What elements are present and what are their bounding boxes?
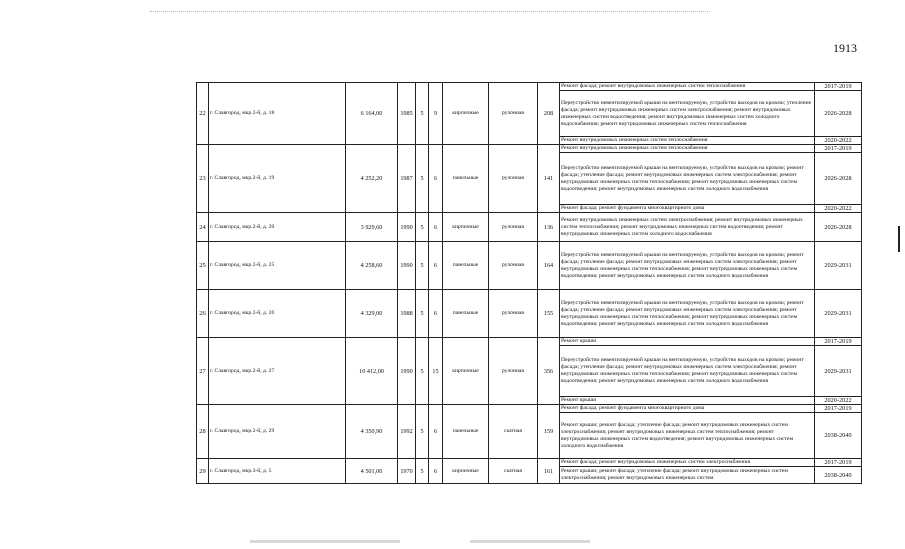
row-wall-material: кирпичные <box>443 83 489 145</box>
row-address: г. Славгород, мкр.2-й, д. 18 <box>209 83 346 145</box>
row-address: г. Славгород, мкр.2-й, д. 26 <box>209 290 346 338</box>
work-description: Ремонт крыши <box>560 338 815 346</box>
row-roof-type: рулонная <box>489 213 538 242</box>
scan-artifact-bottom <box>470 540 590 543</box>
row-address: г. Славгород, мкр.2-й, д. 19 <box>209 145 346 213</box>
work-period: 2026-2028 <box>815 153 862 205</box>
row-entrances: 6 <box>429 459 443 484</box>
row-number: 22 <box>197 83 209 145</box>
row-entrances: 6 <box>429 145 443 213</box>
row-residents: 208 <box>538 83 560 145</box>
row-residents: 356 <box>538 338 560 405</box>
work-description: Переустройство невентилируемой крыши на вентилируемую, устройство выходов на кровлю; ремонт фасада; утепление фасада; ремонт внутридомовых инженерных систем электроснабжения; ремонт внутридомовых инженерных систем теплоснабжения; ремонт внутридомовых инженерных систем водоотведения; ремонт внутридомовых инженерных систем холодного водоснабжения <box>560 153 815 205</box>
row-floors: 5 <box>416 338 429 405</box>
work-period: 2017-2019 <box>815 145 862 153</box>
work-period: 2029-2031 <box>815 290 862 338</box>
work-description: Переустройство невентилируемой крыши на вентилируемую, устройство выходов на кровлю; ремонт фасада; утепление фасада; ремонт внутридомовых инженерных систем электроснабжения; ремонт внутридомовых инженерных систем теплоснабжения; ремонт внутридомовых инженерных систем водоотведения; ремонт внутридомовых инженерных систем холодного водоснабжения <box>560 290 815 338</box>
row-number: 25 <box>197 242 209 290</box>
work-description: Ремонт внутридомовых инженерных систем теплоснабжения <box>560 145 815 153</box>
row-year: 1990 <box>398 242 416 290</box>
row-roof-type: рулонная <box>489 83 538 145</box>
work-description: Переустройство невентилируемой крыши на вентилируемую, устройство выходов на кровлю; утепление фасада; ремонт внутридомовых инженерных систем электроснабжения; ремонт внутридомовых инженерных систем водоотведения; ремонт внутридомовых инженерных систем холодного водоснабжения; ремонт внутридомовых инженерных систем теплоснабжения <box>560 91 815 137</box>
row-entrances: 6 <box>429 242 443 290</box>
work-period: 2020-2022 <box>815 205 862 213</box>
row-number: 24 <box>197 213 209 242</box>
row-number: 27 <box>197 338 209 405</box>
work-description: Ремонт крыши; ремонт фасада; утепление фасада; ремонт внутридомовых инженерных систем электроснабжения; ремонт внутридомовых инженерных систем <box>560 467 815 484</box>
row-wall-material: панельные <box>443 145 489 213</box>
work-period: 2017-2019 <box>815 459 862 467</box>
work-period: 2017-2019 <box>815 405 862 413</box>
row-year: 1988 <box>398 290 416 338</box>
table-row <box>197 83 862 91</box>
row-address: г. Славгород, мкр.2-й, д. 25 <box>209 242 346 290</box>
row-floors: 5 <box>416 405 429 459</box>
row-wall-material: панельные <box>443 242 489 290</box>
work-period: 2038-2040 <box>815 467 862 484</box>
work-description: Ремонт внутридомовых инженерных систем электроснабжения; ремонт внутридомовых инженерных систем теплоснабжения; ремонт внутридомовых инженерных систем водоотведения; ремонт внутридомовых инженерных систем холодного водоснабжения <box>560 213 815 242</box>
work-period: 2020-2022 <box>815 137 862 145</box>
row-roof-type: скатная <box>489 459 538 484</box>
work-description: Ремонт фасада; ремонт фундамента многоквартирного дома <box>560 405 815 413</box>
row-residents: 136 <box>538 213 560 242</box>
row-wall-material: панельные <box>443 290 489 338</box>
work-period: 2026-2028 <box>815 91 862 137</box>
row-area: 6 164,00 <box>346 83 398 145</box>
scan-artifact-bottom <box>250 540 400 543</box>
row-number: 26 <box>197 290 209 338</box>
row-wall-material: кирпичные <box>443 213 489 242</box>
table-row <box>197 145 862 153</box>
row-year: 1992 <box>398 405 416 459</box>
table-row <box>197 290 862 338</box>
row-area: 4 501,00 <box>346 459 398 484</box>
row-year: 1987 <box>398 145 416 213</box>
row-entrances: 15 <box>429 338 443 405</box>
row-year: 1970 <box>398 459 416 484</box>
work-description: Ремонт фасада; ремонт фундамента многоквартирного дома <box>560 205 815 213</box>
page-number: 1913 <box>833 41 857 55</box>
scan-artifact-line <box>150 11 710 12</box>
row-address: г. Славгород, мкр.2-й, д. 27 <box>209 338 346 405</box>
row-floors: 5 <box>416 213 429 242</box>
work-period: 2020-2022 <box>815 397 862 405</box>
row-floors: 5 <box>416 145 429 213</box>
work-period: 2017-2019 <box>815 338 862 346</box>
row-roof-type: рулонная <box>489 242 538 290</box>
row-residents: 164 <box>538 242 560 290</box>
row-residents: 161 <box>538 459 560 484</box>
row-year: 1985 <box>398 83 416 145</box>
work-period: 2026-2028 <box>815 213 862 242</box>
row-entrances: 6 <box>429 405 443 459</box>
row-address: г. Славгород, мкр.3-й, д. 5 <box>209 459 346 484</box>
work-description: Переустройство невентилируемой крыши на вентилируемую, устройство выходов на кровлю; ремонт фасада; утепление фасада; ремонт внутридомовых инженерных систем электроснабжения; ремонт внутридомовых инженерных систем теплоснабжения; ремонт внутридомовых инженерных систем водоотведения; ремонт внутридомовых инженерных систем холодного водоснабжения <box>560 346 815 397</box>
work-period: 2017-2019 <box>815 83 862 91</box>
row-address: г. Славгород, мкр.2-й, д. 29 <box>209 405 346 459</box>
row-roof-type: скатная <box>489 405 538 459</box>
margin-mark <box>898 226 900 252</box>
work-description: Ремонт фасада; ремонт внутридомовых инженерных систем теплоснабжения <box>560 83 815 91</box>
row-area: 4 258,60 <box>346 242 398 290</box>
row-area: 10 412,00 <box>346 338 398 405</box>
work-description: Переустройство невентилируемой крыши на вентилируемую, устройство выходов на кровлю; ремонт фасада; утепление фасада; ремонт внутридомовых инженерных систем электроснабжения; ремонт внутридомовых инженерных систем теплоснабжения; ремонт внутридомовых инженерных систем водоотведения; ремонт внутридомовых инженерных систем холодного водоснабжения <box>560 242 815 290</box>
row-roof-type: рулонная <box>489 338 538 405</box>
row-residents: 155 <box>538 290 560 338</box>
table-row <box>197 459 862 467</box>
work-description: Ремонт крыши; ремонт фасада; утепление фасада; ремонт внутридомовых инженерных систем электроснабжения; ремонт внутридомовых инженерных систем теплоснабжения; ремонт внутридомовых инженерных систем водоотведения; ремонт внутридомовых инженерных систем холодного водоснабжения <box>560 413 815 459</box>
row-roof-type: рулонная <box>489 290 538 338</box>
row-floors: 5 <box>416 83 429 145</box>
table-row <box>197 338 862 346</box>
row-area: 3 929,60 <box>346 213 398 242</box>
row-number: 28 <box>197 405 209 459</box>
row-entrances: 6 <box>429 213 443 242</box>
table-row <box>197 242 862 290</box>
row-entrances: 9 <box>429 83 443 145</box>
row-wall-material: кирпичные <box>443 459 489 484</box>
work-description: Ремонт внутридомовых инженерных систем теплоснабжения <box>560 137 815 145</box>
work-period: 2038-2040 <box>815 413 862 459</box>
housing-repair-table <box>196 82 862 484</box>
row-entrances: 6 <box>429 290 443 338</box>
row-wall-material: панельные <box>443 405 489 459</box>
row-area: 4 350,90 <box>346 405 398 459</box>
row-wall-material: кирпичные <box>443 338 489 405</box>
row-number: 23 <box>197 145 209 213</box>
row-residents: 159 <box>538 405 560 459</box>
table-row <box>197 405 862 413</box>
row-floors: 5 <box>416 290 429 338</box>
row-number: 29 <box>197 459 209 484</box>
row-area: 4 329,00 <box>346 290 398 338</box>
work-period: 2029-2031 <box>815 242 862 290</box>
row-floors: 5 <box>416 242 429 290</box>
row-residents: 141 <box>538 145 560 213</box>
work-period: 2029-2031 <box>815 346 862 397</box>
row-area: 4 252,20 <box>346 145 398 213</box>
row-year: 1990 <box>398 213 416 242</box>
work-description: Ремонт фасада; ремонт внутридомовых инженерных систем электроснабжения <box>560 459 815 467</box>
work-description: Ремонт крыши <box>560 397 815 405</box>
row-year: 1990 <box>398 338 416 405</box>
row-floors: 5 <box>416 459 429 484</box>
table-row <box>197 213 862 242</box>
row-address: г. Славгород, мкр.2-й, д. 20 <box>209 213 346 242</box>
row-roof-type: рулонная <box>489 145 538 213</box>
